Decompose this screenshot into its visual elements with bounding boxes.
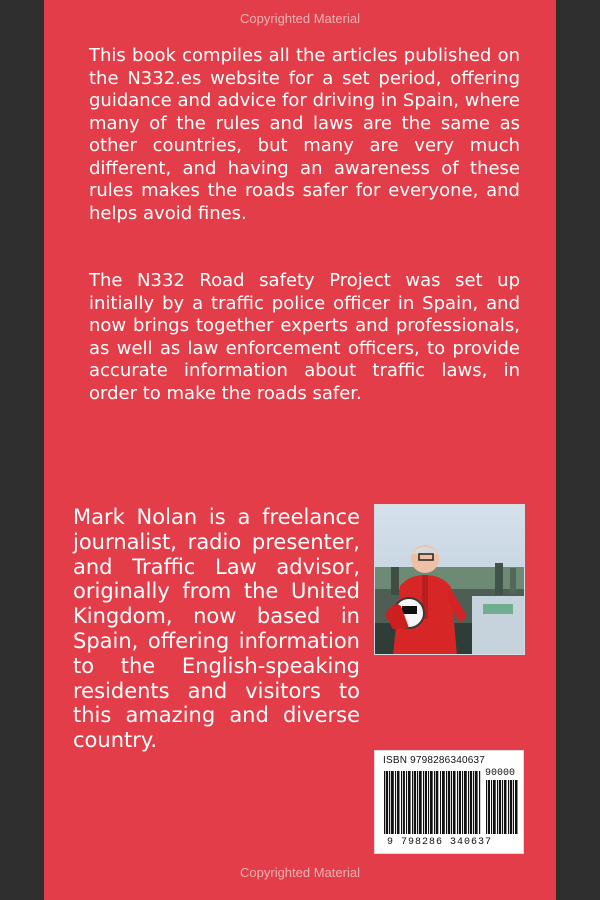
blurb-paragraph-1: This book compiles all the articles published on the N332.es website for a set period, offering guidance and advice for driving in Spain, where many of the rules and laws are the same as other countries, but many are very much different, and having an awareness of these rules makes the roads safer for everyone, and helps avoid fines. — [89, 45, 520, 224]
author-bio: Mark Nolan is a freelance journalist, radio presenter, and Traffic Law advisor, originally from the United Kingdom, now based in Spain, offering information to the English-speaking residents and visitors to this amazing and diverse country. — [73, 505, 360, 753]
supplement-code: 90000 — [485, 768, 516, 779]
copyright-watermark-bottom: Copyrighted Material — [240, 865, 360, 880]
isbn-label: ISBN 9798286340637 — [383, 755, 486, 766]
author-photo — [374, 504, 525, 655]
barcode-digits: 9 798286 340637 — [387, 837, 493, 848]
isbn-barcode-block — [374, 750, 524, 854]
copyright-watermark-top: Copyrighted Material — [240, 11, 360, 26]
author-photo-illustration — [375, 505, 525, 655]
blurb-paragraph-2: The N332 Road safety Project was set up initially by a traffic police officer in Spain, and now brings together experts and professionals, as well as law enforcement officers, to provide accurate information about traffic laws, in order to make the roads safer. — [89, 270, 520, 404]
